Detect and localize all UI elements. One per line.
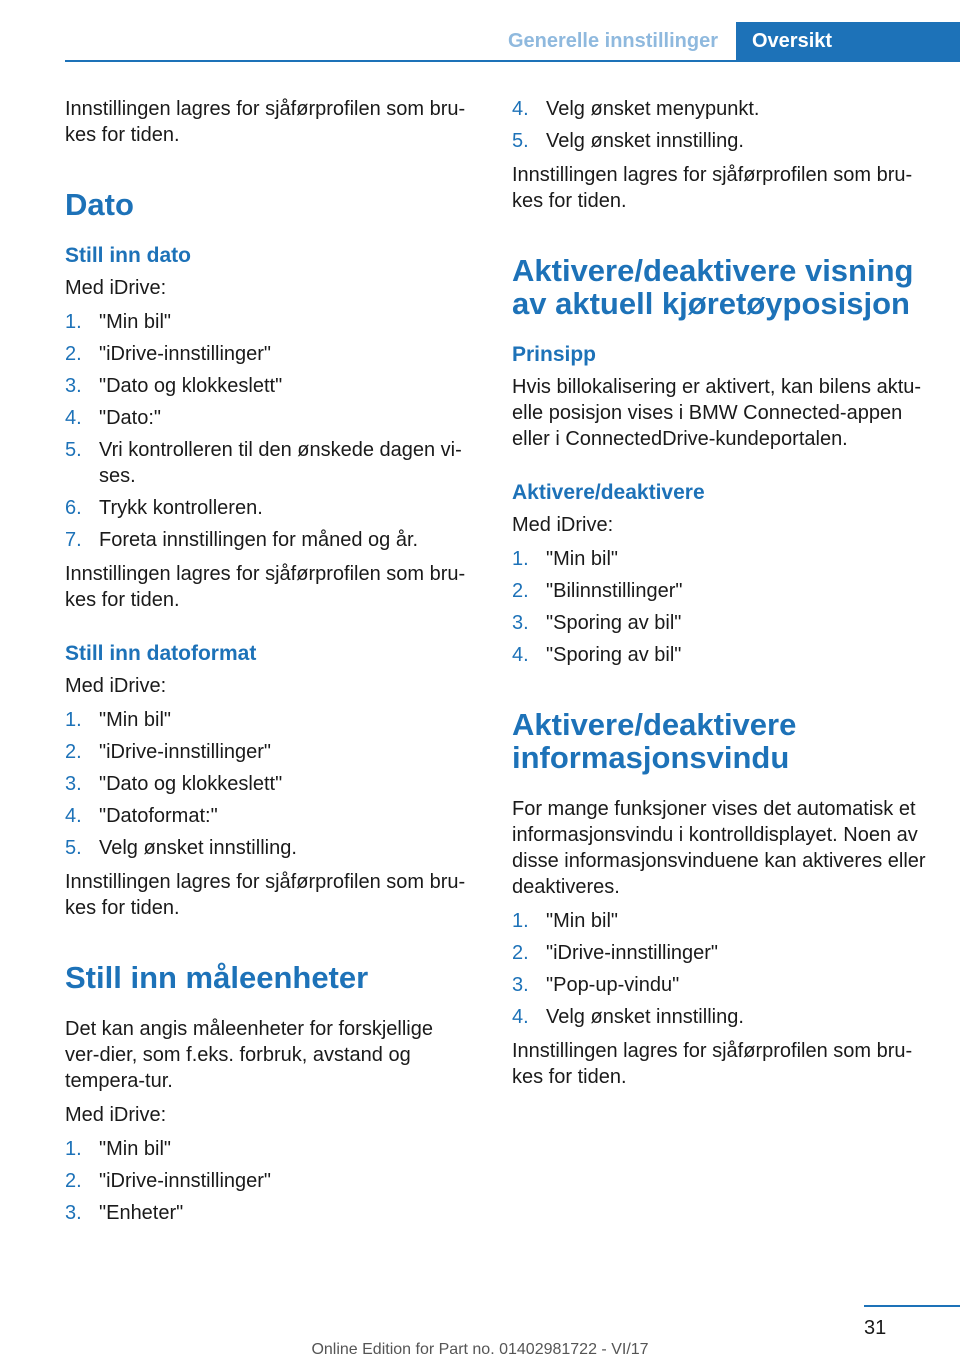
step-text: "Min bil" [99,1138,171,1160]
step-number: 2. [65,1170,82,1192]
step-number: 1. [65,1138,82,1160]
step-number: 1. [65,311,82,333]
right-column [512,96,932,1098]
step-number: 7. [65,529,82,551]
list-item [65,341,467,367]
list-item [65,707,467,733]
heading-still-inn-maaleenheter: Still inn måleenheter [65,960,369,995]
step-text: "Sporing av bil" [546,644,682,666]
intro-note: Innstillingen lagres for sjåførprofilen som bru‐kes for tiden. [65,98,466,146]
step-number: 5. [65,837,82,859]
step-text: "iDrive-innstillinger" [99,741,272,763]
step-number: 4. [512,1006,529,1028]
step-text: "Dato:" [99,407,162,429]
list-item [512,908,932,934]
header-section-title: Generelle innstillinger [507,30,718,52]
step-text: Velg ønsket innstilling. [99,837,297,859]
steps-informasjonsvindu [512,908,932,1030]
step-text: Foreta innstillingen for måned og år. [99,529,419,551]
list-item [512,1004,932,1030]
step-text: "iDrive-innstillinger" [546,942,719,964]
steps-still-inn-dato [65,309,467,553]
step-number: 3. [65,375,82,397]
step-text: "iDrive-innstillinger" [99,343,272,365]
step-number: 1. [65,709,82,731]
step-text: Vri kontrolleren til den ønskede dagen vi‐ses. [99,439,462,487]
page-number: 31 [864,1317,887,1339]
informasjonsvindu-intro: For mange funksjoner vises det automatisk et informasjonsvindu i kontrolldisplayet. Noen av disse informasjonsvinduene kan aktiveres eller deaktiveres. [512,798,926,898]
save-note: Innstillingen lagres for sjåførprofilen som bru‐kes for tiden. [512,1040,913,1088]
steps-still-inn-datoformat [65,707,467,861]
step-text: "iDrive-innstillinger" [99,1170,272,1192]
list-item [65,771,467,797]
steps-aktivere-sporing [512,546,932,668]
step-number: 3. [65,1202,82,1224]
step-number: 1. [512,910,529,932]
step-number: 3. [512,974,529,996]
save-note: Innstillingen lagres for sjåførprofilen som bru‐kes for tiden. [512,164,913,212]
step-text: Velg ønsket menypunkt. [546,98,760,120]
footer-divider [864,1305,960,1307]
lead-med-idrive: Med iDrive: [65,675,167,697]
heading-aktivere-deaktivere: Aktivere/deaktivere [512,481,705,504]
list-item [65,527,467,553]
step-number: 4. [65,805,82,827]
step-text: "Pop-up-vindu" [546,974,680,996]
list-item [65,803,467,829]
heading-still-inn-datoformat: Still inn datoformat [65,642,257,665]
step-text: "Bilinnstillinger" [546,580,683,602]
header-tab-oversikt: Oversikt [736,22,960,60]
step-number: 1. [512,548,529,570]
save-note: Innstillingen lagres for sjåførprofilen som bru‐kes for tiden. [65,563,466,611]
step-text: "Dato og klokkeslett" [99,375,283,397]
list-item [65,835,467,861]
lead-med-idrive: Med iDrive: [65,1104,167,1126]
page-header [0,0,960,62]
heading-dato: Dato [65,187,134,222]
step-text: "Min bil" [546,548,618,570]
heading-still-inn-dato: Still inn dato [65,244,191,267]
step-number: 3. [512,612,529,634]
step-number: 4. [512,98,529,120]
list-item [65,1168,467,1194]
steps-maaleenheter [65,1136,467,1226]
list-item [65,495,467,521]
step-number: 2. [512,580,529,602]
list-item [512,972,932,998]
step-text: "Dato og klokkeslett" [99,773,283,795]
steps-maaleenheter-continued [512,96,932,154]
footer-edition: Online Edition for Part no. 01402981722 - VI/17 [311,1341,649,1358]
list-item [65,1136,467,1162]
list-item [65,739,467,765]
list-item [65,309,467,335]
step-number: 6. [65,497,82,519]
step-text: Velg ønsket innstilling. [546,130,744,152]
step-number: 5. [65,439,82,461]
step-text: Trykk kontrolleren. [99,497,263,519]
list-item [512,642,932,668]
prinsipp-text: Hvis billokalisering er aktivert, kan bilens aktu‐elle posisjon vises i BMW Connected-appen eller i ConnectedDrive-kundeportalen. [512,376,922,450]
step-number: 2. [65,741,82,763]
list-item [512,546,932,572]
list-item [65,437,467,489]
step-number: 4. [512,644,529,666]
step-text: "Min bil" [99,311,171,333]
step-text: "Datoformat:" [99,805,218,827]
list-item [65,373,467,399]
heading-informasjonsvindu: Aktivere/deaktivere informasjonsvindu [512,707,797,775]
step-number: 3. [65,773,82,795]
left-column [65,96,467,1234]
list-item [65,1200,467,1226]
heading-prinsipp: Prinsipp [512,343,597,366]
step-number: 2. [512,942,529,964]
list-item [512,610,932,636]
step-text: "Enheter" [99,1202,184,1224]
list-item [512,128,932,154]
step-number: 5. [512,130,529,152]
maaleenheter-intro: Det kan angis måleenheter for forskjellige ver‐dier, som f.eks. forbruk, avstand og tempera‐tur. [65,1018,433,1092]
lead-med-idrive: Med iDrive: [512,514,614,536]
list-item [65,405,467,431]
step-number: 4. [65,407,82,429]
list-item [512,578,932,604]
step-number: 2. [65,343,82,365]
save-note: Innstillingen lagres for sjåførprofilen som bru‐kes for tiden. [65,871,466,919]
list-item [512,96,932,122]
heading-aktivere-visning: Aktivere/deaktivere visning av aktuell kjøretøyposisjon [512,253,914,321]
step-text: "Min bil" [546,910,618,932]
step-text: Velg ønsket innstilling. [546,1006,744,1028]
lead-med-idrive: Med iDrive: [65,277,167,299]
step-text: "Sporing av bil" [546,612,682,634]
header-divider [65,60,960,62]
step-text: "Min bil" [99,709,171,731]
list-item [512,940,932,966]
